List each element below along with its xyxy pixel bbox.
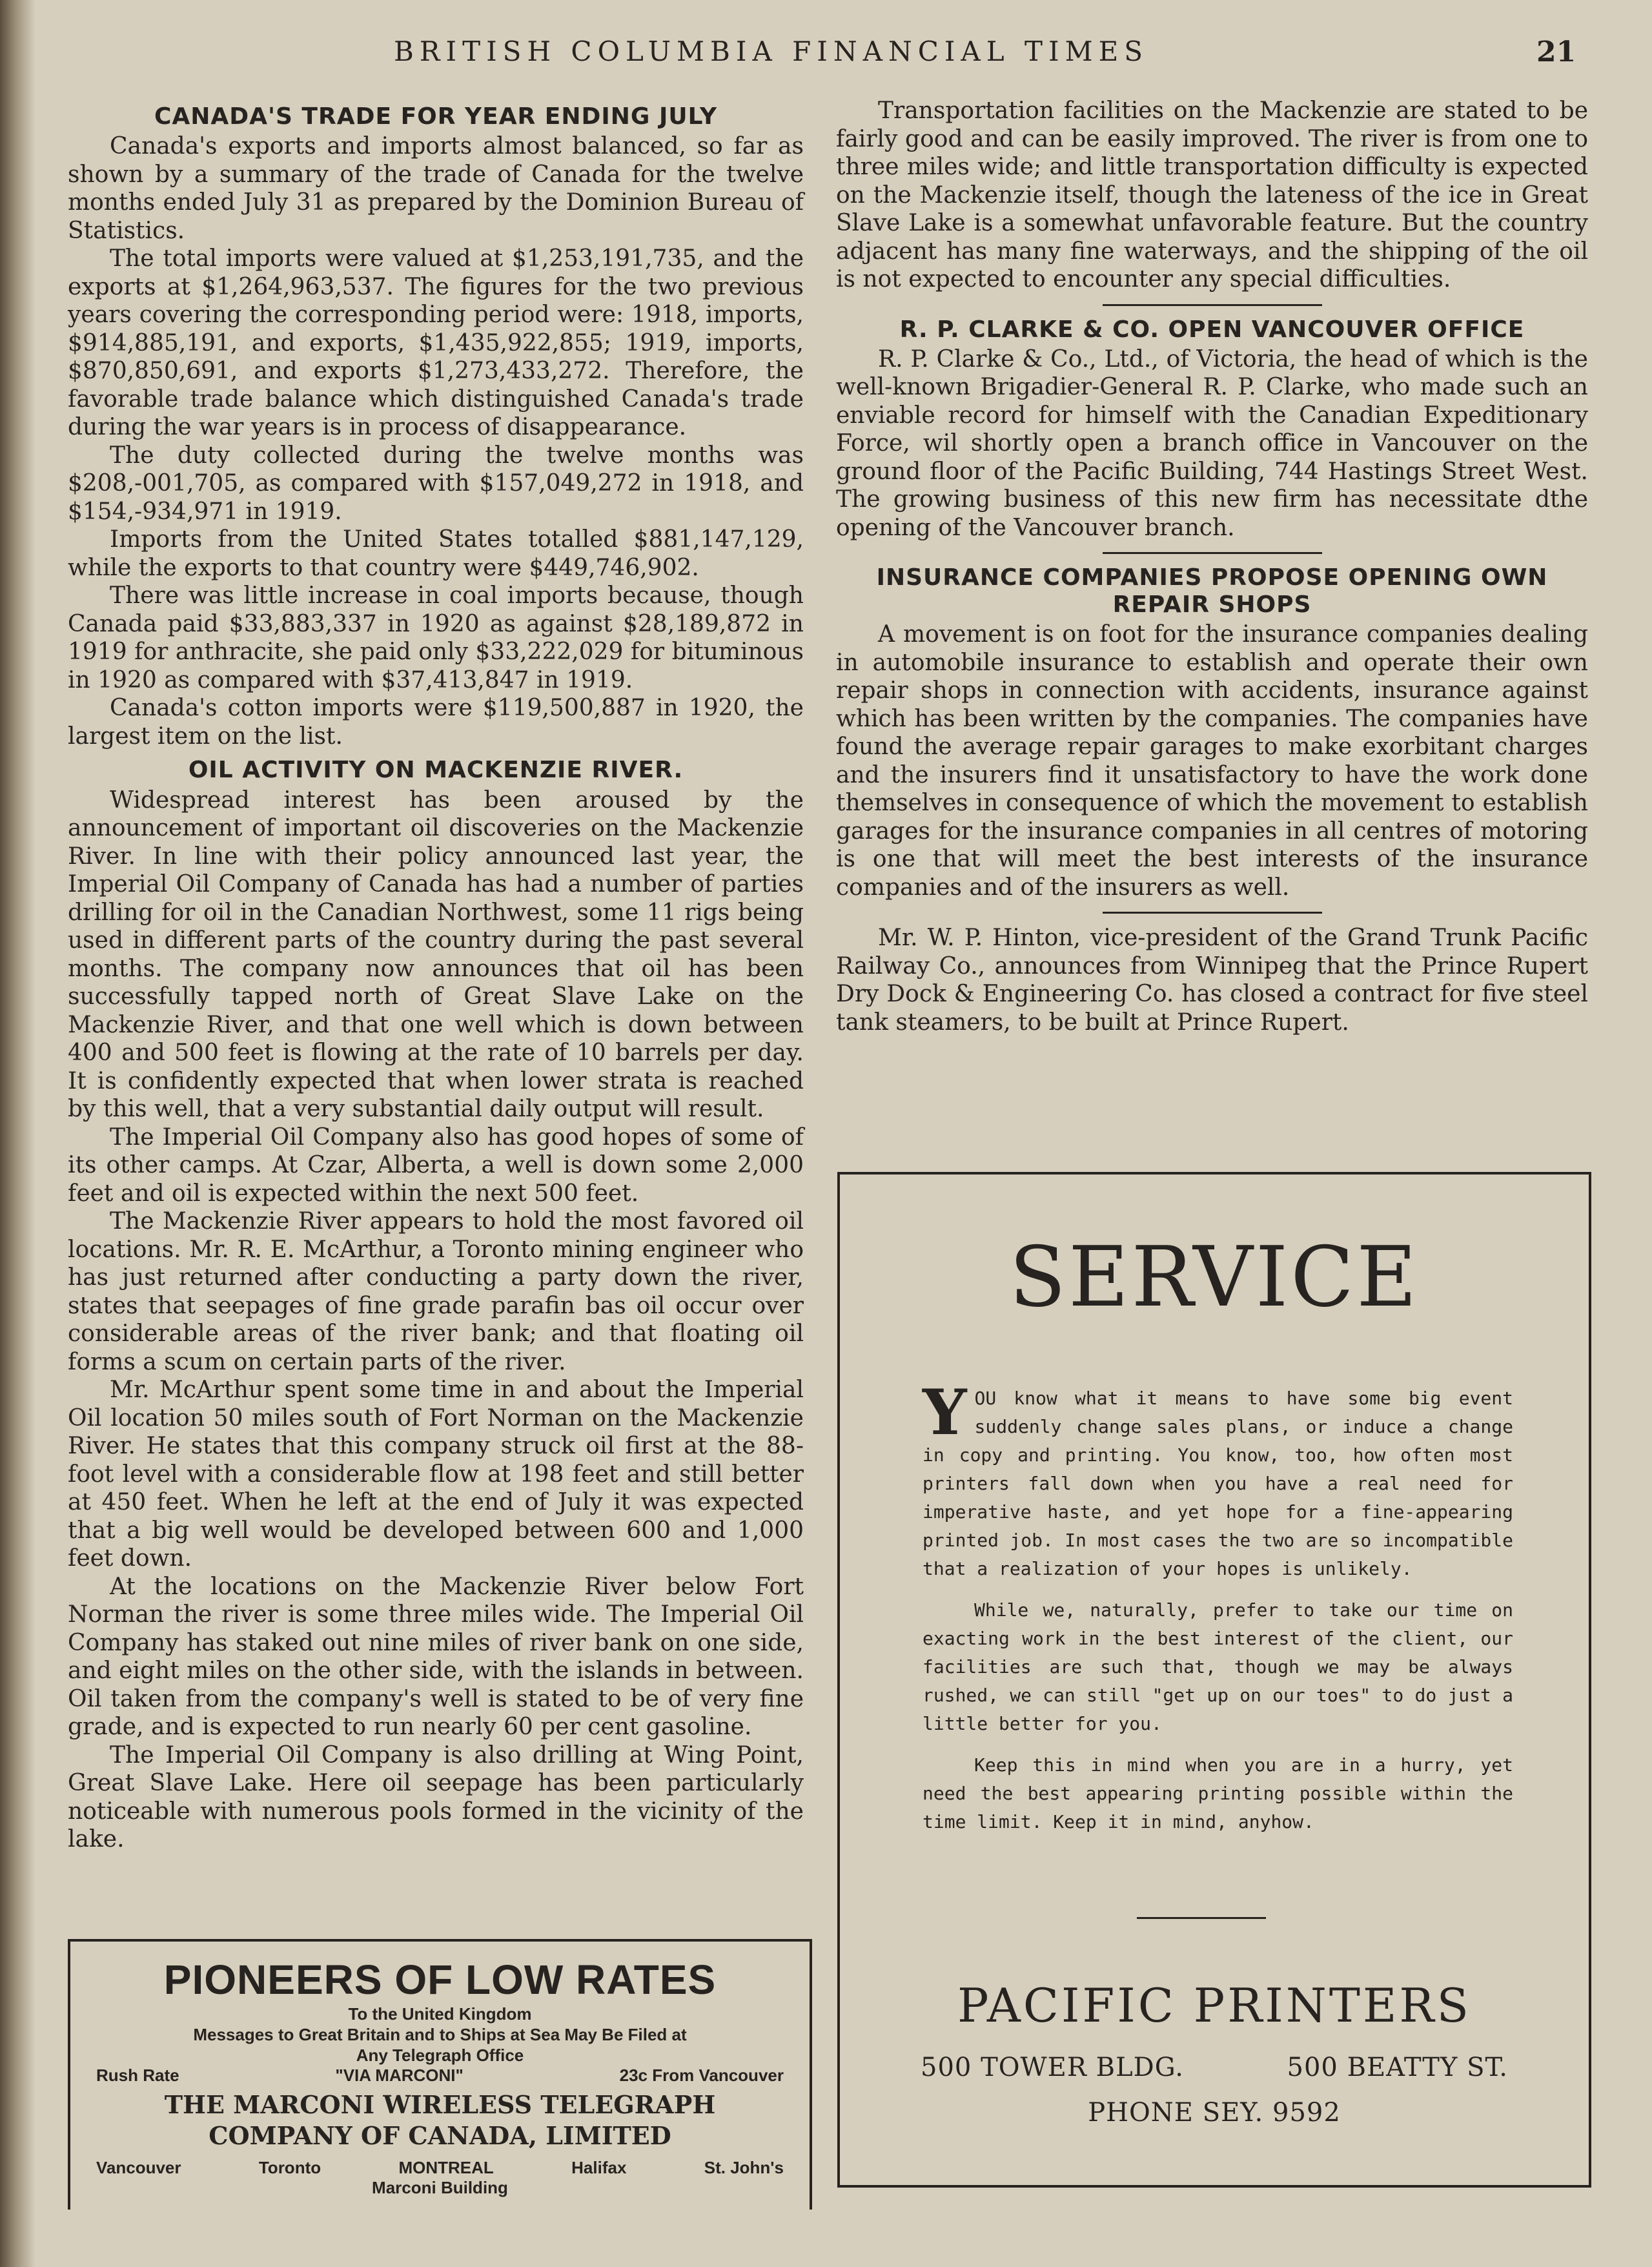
continued-paragraph: Transportation facilities on the Mackenzie are stated to be fairly good and can be easily improved. The river is from one to three miles wide; and little transportation difficulty is expected on the Mackenzie itself, though the lateness of the ice in Great Slave Lake is a somewhat unfavorable feature. But the country adjacent has many fine waterways, and the shipping of the oil is not expected to encounter any special difficulties. bbox=[836, 97, 1588, 292]
divider bbox=[1103, 304, 1322, 306]
city: St. John's bbox=[704, 2158, 784, 2177]
rate-row bbox=[70, 2066, 810, 2086]
address-line: 500 BEATTY ST. bbox=[1287, 2053, 1508, 2082]
city: Vancouver bbox=[96, 2158, 181, 2177]
paragraph: The Imperial Oil Company also has good hopes of some of its other camps. At Czar, Alberta, a well is down some 2,000 feet and oil is expected within the next 500 feet. bbox=[68, 1123, 804, 1207]
ad-paragraph: While we, naturally, prefer to take our time on exacting work in the best interest of the client, our facilities are such that, though we may be always rushed, we can still "get up on our toes" to do just a little better for you. bbox=[923, 1599, 1513, 1734]
ad-line: To the United Kingdom bbox=[348, 2004, 532, 2024]
page-number: 21 bbox=[1536, 36, 1576, 68]
paragraph: The Mackenzie River appears to hold the most favored oil locations. Mr. R. E. McArthur, a Toronto mining engineer who has just returned after conducting a party down the river, states that seepages of fine grade parafin bas oil occur over considerable areas of the river bank; and that floating oil forms a scum on certain parts of the river. bbox=[68, 1208, 804, 1375]
article-insurance-repair-shops bbox=[836, 564, 1588, 901]
paragraph: Canada's exports and imports almost balanced, so far as shown by a summary of the trade of Canada for the twelve months ended July 31 as prepared by the Dominion Bureau of Statistics. bbox=[68, 133, 804, 244]
ad-paragraph: Keep this in mind when you are in a hurry, yet need the best appearing printing possible within the time limit. Keep it in mind, anyhow. bbox=[923, 1754, 1513, 1832]
paragraph: Canada's cotton imports were $119,500,887 in 1920, the largest item on the list. bbox=[68, 695, 804, 750]
pacific-printers-advertisement bbox=[837, 1172, 1591, 2188]
paragraph: Widespread interest has been aroused by the announcement of important oil discoveries on the Mackenzie River. In line with their policy announced last year, the Imperial Oil Company of Canada has had a number of parties drilling for oil in the Canadian Northwest, some 11 rigs being used in different parts of the country during the past several months. The company now announces that oil has been successfully tapped north of Great Slave Lake on the Mackenzie River, and that one well which is down between 400 and 500 feet is flowing at the rate of 10 barrels per day. It is confidently expected that when lower strata is reached by this well, that a very substantial daily output will result. bbox=[68, 786, 804, 1123]
drop-cap: Y bbox=[923, 1376, 967, 1449]
left-column bbox=[68, 97, 804, 1854]
rate-route: "VIA MARCONI" bbox=[335, 2066, 464, 2085]
right-column bbox=[836, 97, 1588, 1036]
advertiser-name: PACIFIC PRINTERS bbox=[957, 1978, 1471, 2033]
ad-line: Any Telegraph Office bbox=[356, 2046, 524, 2065]
ad-line: Messages to Great Britain and to Ships at Sea May Be Filed at bbox=[193, 2025, 687, 2044]
company-name-line: COMPANY OF CANADA, LIMITED bbox=[209, 2121, 671, 2150]
company-name-line: THE MARCONI WIRELESS TELEGRAPH bbox=[164, 2090, 716, 2119]
news-note: Mr. W. P. Hinton, vice-president of the Grand Trunk Pacific Railway Co., announces from Winnipeg that the Prince Rupert Dry Dock & Engineering Co. has closed a contract for five steel tank steamers, to be built at Prince Rupert. bbox=[836, 925, 1588, 1036]
paragraph: At the locations on the Mackenzie River below Fort Norman the river is some three miles wide. The Imperial Oil Company has staked out nine miles of river bank on one side, and eight miles on the other side, with the islands in between. Oil taken from the company's well is stated to be of very fine grade, and is expected to run nearly 60 per cent gasoline. bbox=[68, 1573, 804, 1741]
publication-title: BRITISH COLUMBIA FINANCIAL TIMES bbox=[394, 36, 1149, 67]
divider bbox=[1103, 552, 1322, 554]
advertiser-phone: PHONE SEY. 9592 bbox=[1088, 2098, 1341, 2128]
paragraph: There was little increase in coal imports because, though Canada paid $33,883,337 in 1920 as against $28,189,872 in 1919 for anthracite, she paid only $33,222,029 for bituminous in 1920 as compared with $37,413,847 in 1919. bbox=[68, 582, 804, 693]
ad-paragraph-text: OU know what it means to have some big event suddenly change sales plans, or induce a change in copy and printing. You know, too, how often most printers fall down when you have a real need for imperative haste, and yet hope for a fine-appearing printed job. In most cases the two are so incompatible that a realization of your hopes is unlikely. bbox=[923, 1388, 1513, 1579]
city: Halifax bbox=[571, 2158, 627, 2177]
building-name: Marconi Building bbox=[372, 2178, 508, 2197]
paragraph: The total imports were valued at $1,253,191,735, and the exports at $1,264,963,537. The figures for the two previous years covering the corresponding period were: 1918, imports, $914,885,191, and exports, $1,435,922,855; 1919, imports, $870,850,691, and exports $1,273,433,272. Therefore, the favorable trade balance which distinguished Canada's trade during the war years is in process of disappearance. bbox=[68, 245, 804, 441]
advertiser-address bbox=[921, 2053, 1508, 2082]
divider bbox=[1103, 912, 1322, 914]
article-canada-trade bbox=[68, 103, 804, 750]
ad-headline: SERVICE bbox=[1009, 1229, 1420, 1326]
ad-headline: PIONEERS OF LOW RATES bbox=[163, 1956, 717, 2003]
address-line: 500 TOWER BLDG. bbox=[921, 2053, 1184, 2082]
ad-divider bbox=[1137, 1917, 1266, 1919]
paragraph: The Imperial Oil Company is also drilling at Wing Point, Great Slave Lake. Here oil seepage has been particularly noticeable with numerous pools formed in the vicinity of the lake. bbox=[68, 1741, 804, 1853]
marconi-advertisement bbox=[68, 1939, 812, 2210]
running-head bbox=[0, 36, 1652, 68]
company-name bbox=[70, 2089, 810, 2151]
rate-price: 23c From Vancouver bbox=[619, 2066, 784, 2085]
paragraph: A movement is on foot for the insurance companies dealing in automobile insurance to establish and operate their own repair shops in connection with accidents, insurance against which has been written by the companies. The companies have found the average repair garages to make exorbitant charges and the insurers find it unsatisfactory to have the work done themselves in consequence of which the movement to establish garages for the insurance companies in all centres of motoring is one that will meet the best interests of the insurance companies and of the insurers as well. bbox=[836, 621, 1588, 901]
headline: R. P. CLARKE & CO. OPEN VANCOUVER OFFICE bbox=[899, 316, 1525, 343]
city: Toronto bbox=[258, 2158, 321, 2177]
rate-label: Rush Rate bbox=[96, 2066, 179, 2085]
binding-shadow bbox=[0, 0, 36, 2267]
paragraph: The duty collected during the twelve months was $208,-001,705, as compared with $157,049,272 in 1918, and $154,-934,971 in 1919. bbox=[68, 442, 804, 525]
article-clarke-office bbox=[836, 316, 1588, 542]
article-oil-activity bbox=[68, 757, 804, 1853]
headline: INSURANCE COMPANIES PROPOSE OPENING OWN REPAIR SHOPS bbox=[876, 564, 1548, 618]
ad-paragraph bbox=[923, 1376, 1513, 1583]
paragraph: R. P. Clarke & Co., Ltd., of Victoria, the head of which is the well-known Brigadier-General R. P. Clarke, who made such an enviable record for himself with the Canadian Expeditionary Force, wil shortly open a branch office in Vancouver on the ground floor of the Pacific Building, 744 Hastings Street West. The growing business of this new firm has necessitate dthe opening of the Vancouver branch. bbox=[836, 345, 1588, 541]
paragraph: Mr. McArthur spent some time in and about the Imperial Oil location 50 miles south of Fort Norman on the Mackenzie River. He states that this company struck oil first at the 88-foot level with a considerable flow at 198 feet and still better at 450 feet. When he left at the end of July it was expected that a big well would be developed between 600 and 1,000 feet down. bbox=[68, 1377, 804, 1572]
ad-body bbox=[923, 1376, 1513, 1849]
office-cities bbox=[70, 2151, 810, 2178]
city: MONTREAL bbox=[398, 2158, 494, 2177]
headline: CANADA'S TRADE FOR YEAR ENDING JULY bbox=[154, 103, 718, 130]
headline: OIL ACTIVITY ON MACKENZIE RIVER. bbox=[188, 757, 684, 784]
paragraph: Imports from the United States totalled $881,147,129, while the exports to that country were $449,746,902. bbox=[68, 526, 804, 581]
